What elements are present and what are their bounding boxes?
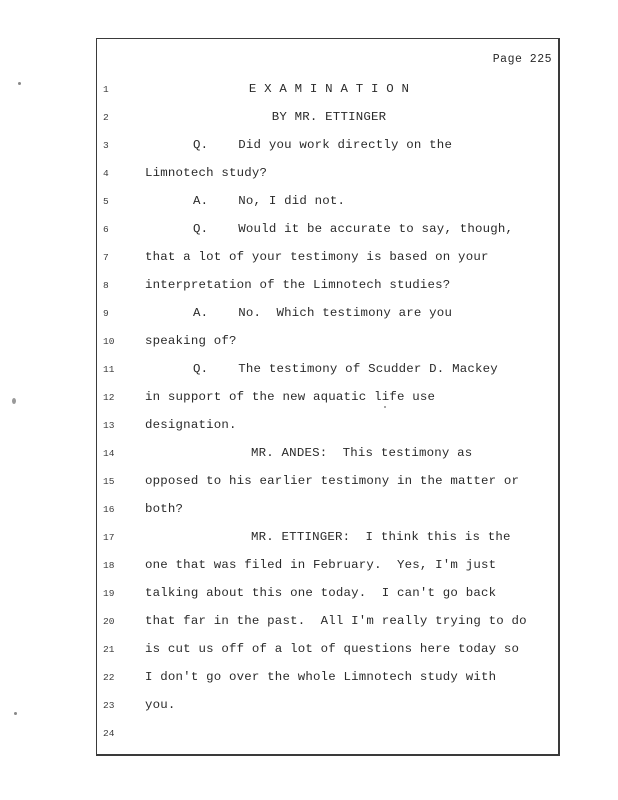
page-number: Page 225 [492, 53, 552, 66]
transcript-line [97, 167, 561, 195]
line-text: interpretation of the Limnotech studies? [145, 278, 451, 292]
line-text: you. [145, 698, 176, 712]
line-text: opposed to his earlier testimony in the matter or [145, 474, 520, 488]
transcript-line [97, 195, 561, 223]
line-number: 12 [103, 392, 115, 403]
line-text: No, I did not. [238, 194, 346, 208]
transcript-line [97, 531, 561, 559]
transcript-line [97, 251, 561, 279]
examination-heading: E X A M I N A T I O N [248, 82, 410, 96]
line-number: 15 [103, 476, 115, 487]
line-text: that a lot of your testimony is based on your [145, 250, 489, 264]
transcript-line [97, 643, 561, 671]
line-number: 20 [103, 616, 115, 627]
transcript-line [97, 615, 561, 643]
line-text: Did you work directly on the [238, 138, 453, 152]
transcript-line [97, 223, 561, 251]
line-text: talking about this one today. I can't go back [145, 586, 497, 600]
line-number: 9 [103, 308, 109, 319]
line-number: 24 [103, 728, 115, 739]
line-text: Limnotech study? [145, 166, 268, 180]
scan-speck [18, 82, 21, 85]
qa-marker: A. [193, 194, 209, 208]
line-text: The testimony of Scudder D. Mackey [238, 362, 498, 376]
qa-marker: Q. [193, 222, 209, 236]
transcript-line [97, 391, 561, 419]
line-number: 6 [103, 224, 109, 235]
scan-speck [384, 406, 386, 408]
line-text: in support of the new aquatic life use [145, 390, 436, 404]
transcript-line [97, 671, 561, 699]
line-number: 21 [103, 644, 115, 655]
line-text: I think this is the [365, 530, 511, 544]
transcript-line [97, 503, 561, 531]
line-text: designation. [145, 418, 237, 432]
line-number: 16 [103, 504, 115, 515]
line-number: 14 [103, 448, 115, 459]
transcript-line [97, 475, 561, 503]
qa-marker: Q. [193, 362, 209, 376]
transcript-line [97, 279, 561, 307]
line-number: 1 [103, 84, 109, 95]
transcript-line [97, 727, 561, 755]
line-number: 4 [103, 168, 109, 179]
transcript-line [97, 139, 561, 167]
transcript-line [97, 363, 561, 391]
speaker-label: MR. ANDES: [251, 446, 328, 460]
line-number: 13 [103, 420, 115, 431]
transcript-line [97, 307, 561, 335]
transcript-line [97, 587, 561, 615]
line-text: Would it be accurate to say, though, [238, 222, 514, 236]
line-number: 11 [103, 364, 115, 375]
line-number: 17 [103, 532, 115, 543]
line-text: speaking of? [145, 334, 237, 348]
line-number: 2 [103, 112, 109, 123]
scan-speck [14, 712, 17, 715]
scan-speck [12, 398, 16, 404]
line-text: both? [145, 502, 184, 516]
transcript-line [97, 419, 561, 447]
transcript-line [97, 447, 561, 475]
line-number: 7 [103, 252, 109, 263]
transcript-line [97, 335, 561, 363]
line-number: 3 [103, 140, 109, 151]
line-number: 23 [103, 700, 115, 711]
line-number: 18 [103, 560, 115, 571]
qa-marker: Q. [193, 138, 209, 152]
line-text: No. Which testimony are you [238, 306, 453, 320]
transcript-line [97, 111, 561, 139]
line-text: I don't go over the whole Limnotech study with [145, 670, 497, 684]
line-number: 10 [103, 336, 115, 347]
line-number: 8 [103, 280, 109, 291]
speaker-label: MR. ETTINGER: [251, 530, 351, 544]
line-text: one that was filed in February. Yes, I'm just [145, 558, 497, 572]
line-text: This testimony as [342, 446, 473, 460]
line-text: is cut us off of a lot of questions here today so [145, 642, 520, 656]
transcript-line [97, 559, 561, 587]
line-number: 19 [103, 588, 115, 599]
line-number: 5 [103, 196, 109, 207]
qa-marker: A. [193, 306, 209, 320]
examiner-heading: BY MR. ETTINGER [271, 110, 387, 124]
transcript-line [97, 699, 561, 727]
line-number: 22 [103, 672, 115, 683]
line-text: that far in the past. All I'm really trying to do [145, 614, 527, 628]
transcript-line [97, 83, 561, 111]
transcript-page [96, 38, 560, 756]
